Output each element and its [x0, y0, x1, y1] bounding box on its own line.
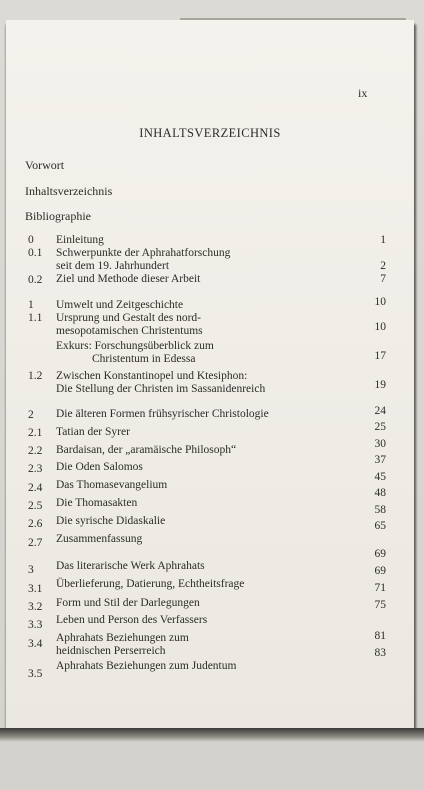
toc-page: 1	[380, 234, 386, 246]
toc-page: 10	[374, 321, 386, 333]
toc-page: 17	[374, 350, 386, 362]
toc-title: Bardaisan, der „aramäische Philosoph“	[56, 444, 237, 456]
page-bottom-shadow	[0, 728, 424, 742]
toc-page: 58	[374, 504, 386, 516]
toc-title: heidnischen Perserreich	[56, 645, 166, 657]
toc-title: Aphrahats Beziehungen zum	[56, 632, 189, 644]
toc-title: Exkurs: Forschungsüberblick zum	[56, 340, 214, 352]
toc-page: 45	[374, 471, 386, 483]
toc-title: Die syrische Didaskalie	[56, 515, 166, 527]
toc-title: Zwischen Konstantinopel und Ktesiphon:	[56, 370, 248, 382]
toc-title: Das Thomasevangelium	[56, 479, 168, 491]
toc-title: Die älteren Formen frühsyrischer Christologie	[56, 408, 269, 420]
toc-page: 69	[374, 565, 386, 577]
toc-page: 7	[380, 273, 386, 285]
toc-title: Das literarische Werk Aphrahats	[56, 560, 205, 572]
toc-title: Tatian der Syrer	[56, 426, 130, 438]
toc-number: 0.2	[28, 274, 43, 286]
page-number: ix	[358, 86, 368, 100]
toc-number: 2.1	[28, 427, 43, 439]
toc-page: 48	[374, 487, 386, 499]
toc-number: 1.2	[28, 370, 43, 382]
toc-title: Christentum in Edessa	[92, 353, 196, 365]
toc-page: 71	[374, 582, 386, 594]
toc-page: 25	[374, 421, 386, 433]
toc-title: Einleitung	[56, 234, 104, 246]
toc-number: 3.2	[28, 601, 43, 613]
toc-title: Überlieferung, Datierung, Echtheitsfrage	[56, 578, 245, 590]
toc-number: 3.4	[28, 638, 43, 650]
toc-page: 37	[374, 454, 386, 466]
toc-page: 24	[374, 405, 386, 417]
toc-title: Die Stellung der Christen im Sassanidenreich	[56, 383, 266, 395]
toc-title: Umwelt und Zeitgeschichte	[56, 299, 184, 311]
toc-title: seit dem 19. Jahrhundert	[56, 260, 170, 272]
toc-title: Aphrahats Beziehungen zum Judentum	[56, 660, 237, 672]
toc-page: 65	[374, 520, 386, 532]
toc-page: 19	[374, 379, 386, 391]
toc-number: 2.5	[28, 500, 43, 512]
toc-title: mesopotamischen Christentums	[56, 325, 203, 337]
toc-number: 3	[28, 564, 34, 576]
front-matter-item: Inhaltsverzeichnis	[25, 184, 113, 198]
toc-number: 2.3	[28, 463, 43, 475]
toc-number: 3.1	[28, 583, 43, 595]
toc-title: Form und Stil der Darlegungen	[56, 597, 200, 609]
page-title: INHALTSVERZEICHNIS	[139, 126, 281, 140]
toc-number: 2.2	[28, 445, 43, 457]
toc-number: 0.1	[28, 247, 43, 259]
toc-page: 83	[374, 647, 386, 659]
toc-number: 2.6	[28, 518, 43, 530]
toc-page: 75	[374, 599, 386, 611]
toc-title: Zusammenfassung	[56, 533, 143, 545]
toc-number: 2.7	[28, 537, 43, 549]
toc-title: Die Oden Salomos	[56, 461, 143, 473]
toc-title: Schwerpunkte der Aphrahatforschung	[56, 247, 231, 259]
toc-number: 0	[28, 234, 34, 246]
toc-page: 2	[380, 260, 386, 272]
toc-number: 3.3	[28, 619, 43, 631]
toc-number: 2	[28, 409, 34, 421]
toc-title: Leben und Person des Verfassers	[56, 614, 208, 626]
toc-page: 69	[374, 548, 386, 560]
toc-number: 1.1	[28, 312, 43, 324]
front-matter-item: Vorwort	[25, 158, 65, 172]
toc-page: 10	[374, 296, 386, 308]
toc-number: 2.4	[28, 482, 43, 494]
book-page	[6, 20, 414, 728]
toc-title: Ursprung und Gestalt des nord-	[56, 312, 202, 324]
toc-number: 1	[28, 299, 34, 311]
toc-page: 81	[374, 630, 386, 642]
toc-title: Die Thomasakten	[56, 497, 138, 509]
toc-page: 30	[374, 438, 386, 450]
front-matter-item: Bibliographie	[25, 209, 91, 223]
toc-title: Ziel und Methode dieser Arbeit	[56, 273, 201, 285]
toc-number: 3.5	[28, 668, 43, 680]
